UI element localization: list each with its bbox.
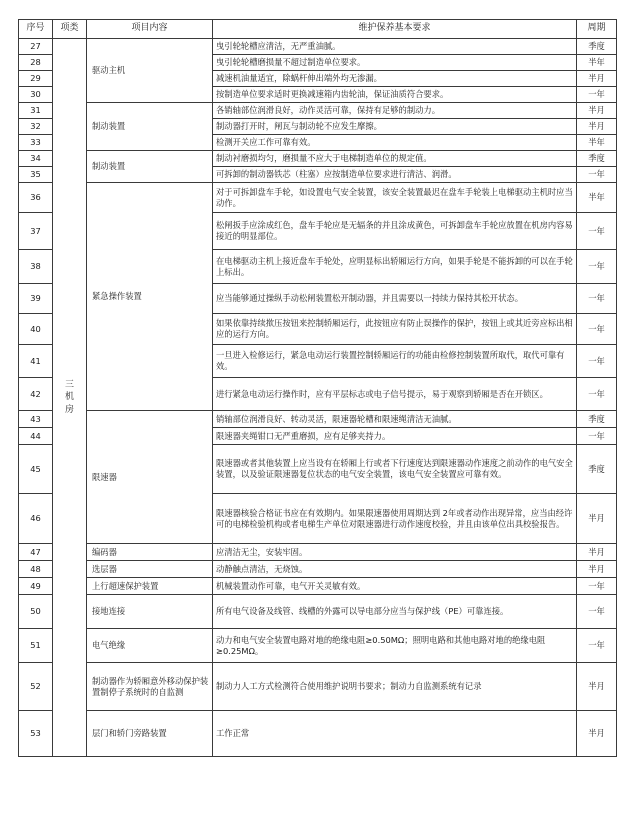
- row-period: 半月: [577, 711, 617, 757]
- item-encoder: 编码器: [87, 544, 213, 561]
- row-requirement: 销轴部位润滑良好、转动灵活，限速器轮槽和限速绳清洁无油腻。: [213, 411, 577, 428]
- row-requirement: 应当能够通过操纵手动松闸装置松开制动器，并且需要以一持续力保持其松开状态。: [213, 284, 577, 314]
- row-period: 一年: [577, 284, 617, 314]
- row-no: 43: [19, 411, 53, 428]
- item-emergency: 紧急操作装置: [87, 183, 213, 411]
- table-row: [19, 151, 617, 167]
- row-requirement: 曳引轮轮槽磨损量不超过制造单位要求。: [213, 55, 577, 71]
- row-no: 29: [19, 71, 53, 87]
- item-governor: 限速器: [87, 411, 213, 544]
- maintenance-table: [18, 19, 617, 757]
- row-period: 一年: [577, 345, 617, 378]
- row-no: 35: [19, 167, 53, 183]
- row-no: 31: [19, 103, 53, 119]
- item-selector: 选层器: [87, 561, 213, 578]
- row-period: 半年: [577, 55, 617, 71]
- row-period: 一年: [577, 428, 617, 445]
- table-row: [19, 711, 617, 757]
- row-requirement: 制动衬磨损均匀，磨损量不应大于电梯制造单位的规定值。: [213, 151, 577, 167]
- table-row: [19, 663, 617, 711]
- table-row: [19, 39, 617, 55]
- row-no: 32: [19, 119, 53, 135]
- row-requirement: 在电梯驱动主机上接近盘车手轮处，应明显标出轿厢运行方向，如果手轮是不能拆卸的可以在手轮上标出。: [213, 250, 577, 284]
- row-period: 季度: [577, 445, 617, 494]
- row-period: 半月: [577, 119, 617, 135]
- header-category: 项类: [53, 20, 87, 39]
- row-requirement: 一旦进入检修运行，紧急电动运行装置控制轿厢运行的功能由检修控制装置所取代，取代可靠有效。: [213, 345, 577, 378]
- item-overspeed: 上行超速保护装置: [87, 578, 213, 595]
- table-row: [19, 183, 617, 213]
- row-requirement: 可拆卸的制动器铁芯（柱塞）应按制造单位要求进行清洁、润滑。: [213, 167, 577, 183]
- row-no: 39: [19, 284, 53, 314]
- row-no: 41: [19, 345, 53, 378]
- table-row: [19, 411, 617, 428]
- row-no: 45: [19, 445, 53, 494]
- row-period: 一年: [577, 167, 617, 183]
- row-period: 季度: [577, 39, 617, 55]
- category-label: 三 机 房: [64, 380, 74, 415]
- row-requirement: 各销轴部位润滑良好，动作灵活可靠，保持有足够的制动力。: [213, 103, 577, 119]
- item-brake-2: 制动装置: [87, 151, 213, 183]
- row-period: 半月: [577, 71, 617, 87]
- row-no: 40: [19, 314, 53, 345]
- row-period: 一年: [577, 578, 617, 595]
- table-row: [19, 103, 617, 119]
- row-no: 42: [19, 378, 53, 411]
- category-cell: [53, 39, 87, 757]
- row-period: 季度: [577, 151, 617, 167]
- row-no: 34: [19, 151, 53, 167]
- row-requirement: 曳引轮轮槽应清洁，无严重油腻。: [213, 39, 577, 55]
- row-no: 47: [19, 544, 53, 561]
- row-no: 33: [19, 135, 53, 151]
- item-brake-1: 制动装置: [87, 103, 213, 151]
- row-no: 51: [19, 629, 53, 663]
- item-self-monitor: 制动器作为轿厢意外移动保护装置制停子系统时的自监测: [87, 663, 213, 711]
- row-requirement: 限速器夹绳钳口无严重磨损，应有足够夹持力。: [213, 428, 577, 445]
- row-requirement: 工作正常: [213, 711, 577, 757]
- header-period: 周期: [577, 20, 617, 39]
- row-period: 一年: [577, 87, 617, 103]
- row-period: 一年: [577, 629, 617, 663]
- item-grounding: 接地连接: [87, 595, 213, 629]
- header-no: 序号: [19, 20, 53, 39]
- row-requirement: 动静触点清洁，无烧蚀。: [213, 561, 577, 578]
- row-no: 28: [19, 55, 53, 71]
- row-requirement: 机械装置动作可靠，电气开关灵敏有效。: [213, 578, 577, 595]
- table-row: [19, 578, 617, 595]
- table-row: [19, 629, 617, 663]
- table-row: [19, 544, 617, 561]
- row-no: 52: [19, 663, 53, 711]
- row-no: 48: [19, 561, 53, 578]
- row-period: 半月: [577, 544, 617, 561]
- row-no: 30: [19, 87, 53, 103]
- row-period: 一年: [577, 378, 617, 411]
- row-period: 一年: [577, 314, 617, 345]
- row-requirement: 减速机油量适宜，除蜗杆伸出端外均无渗漏。: [213, 71, 577, 87]
- item-drive: 驱动主机: [87, 39, 213, 103]
- row-no: 27: [19, 39, 53, 55]
- row-requirement: 动力和电气安全装置电路对地的绝缘电阻≥0.50MΩ；照明电路和其他电路对地的绝缘电阻≥0.25MΩ。: [213, 629, 577, 663]
- row-requirement: 应清洁无尘，安装牢固。: [213, 544, 577, 561]
- row-no: 53: [19, 711, 53, 757]
- row-period: 半月: [577, 103, 617, 119]
- row-requirement: 制动器打开时，闸瓦与制动轮不应发生摩擦。: [213, 119, 577, 135]
- row-requirement: 如果依靠持续揿压按钮来控制轿厢运行，此按钮应有防止误操作的保护，按钮上或其近旁应标出相应的运行方向。: [213, 314, 577, 345]
- row-no: 36: [19, 183, 53, 213]
- row-requirement: 限速器或者其他装置上应当设有在轿厢上行或者下行速度达到限速器动作速度之前动作的电气安全装置，以及验证限速器复位状态的电气安全装置，该电气安全装置应可靠有效。: [213, 445, 577, 494]
- row-period: 一年: [577, 213, 617, 250]
- row-period: 半年: [577, 183, 617, 213]
- item-insulation: 电气绝缘: [87, 629, 213, 663]
- row-period: 半年: [577, 135, 617, 151]
- row-no: 49: [19, 578, 53, 595]
- row-requirement: 限速器核验合格证书应在有效期内。如果限速器使用周期达到 2年或者动作出现异常，应当由经许可的电梯检验机构或者电梯生产单位对限速器进行动作速度校验，并且由该单位出具校验报告。: [213, 494, 577, 544]
- row-period: 季度: [577, 411, 617, 428]
- item-bypass: 层门和轿门旁路装置: [87, 711, 213, 757]
- header-item: 项目内容: [87, 20, 213, 39]
- table-row: [19, 595, 617, 629]
- row-no: 44: [19, 428, 53, 445]
- row-requirement: 检测开关应工作可靠有效。: [213, 135, 577, 151]
- row-period: 半月: [577, 663, 617, 711]
- row-no: 46: [19, 494, 53, 544]
- table-header-row: [19, 20, 617, 39]
- row-requirement: 按制造单位要求适时更换减速箱内齿轮油，保证油质符合要求。: [213, 87, 577, 103]
- row-requirement: 对于可拆卸盘车手轮，如设置电气安全装置，该安全装置最迟在盘车手轮装上电梯驱动主机时应当动作。: [213, 183, 577, 213]
- row-no: 38: [19, 250, 53, 284]
- row-requirement: 所有电气设备及线管、线槽的外露可以导电部分应当与保护线（PE）可靠连接。: [213, 595, 577, 629]
- row-period: 一年: [577, 595, 617, 629]
- row-requirement: 松闸扳手应涂成红色，盘车手轮应是无辐条的并且涂成黄色，可拆卸盘车手轮应放置在机房内容易接近的明显部位。: [213, 213, 577, 250]
- header-requirement: 维护保养基本要求: [213, 20, 577, 39]
- row-no: 37: [19, 213, 53, 250]
- row-requirement: 制动力人工方式检测符合使用维护说明书要求；制动力自监测系统有记录: [213, 663, 577, 711]
- row-period: 半月: [577, 561, 617, 578]
- table-row: [19, 561, 617, 578]
- row-period: 一年: [577, 250, 617, 284]
- row-requirement: 进行紧急电动运行操作时，应有平层标志或电子信号提示，易于观察到轿厢是否在开锁区。: [213, 378, 577, 411]
- row-no: 50: [19, 595, 53, 629]
- row-period: 半月: [577, 494, 617, 544]
